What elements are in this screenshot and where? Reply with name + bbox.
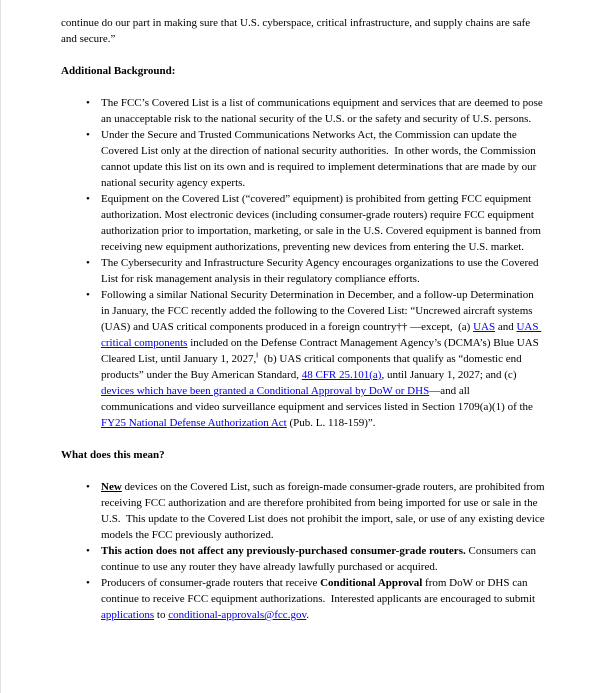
text-run: Equipment on the Covered List (“covered” equipment) is prohibited from getting FCC equipment authorization. Most electronic devices (including consumer-grade routers) require FCC equipment authorization prior to importation, marketing, or sale in the U.S. Covered equipment is banned from receiving new equipment authorizations, preventing new devices from entering the U.S. market. [101,193,544,253]
bullet-item [61,287,545,431]
bullet-item [61,191,545,255]
text-run: —and all communications and video surveillance equipment and services listed in Section 1709(a)(1) of the [101,385,536,413]
background-bullet-list [61,95,545,431]
what-does-this-mean-heading: What does this mean? [61,449,165,461]
additional-background-heading: Additional Background: [61,65,176,77]
bullet-item [61,479,548,543]
link-conditional-approvals-email[interactable]: conditional-approvals@fcc.gov [168,609,307,621]
bullet-item [61,255,545,287]
text-run: (b) UAS critical components that qualify as “domestic end products” under the Buy American Standard, [101,353,525,381]
text-run: New [101,481,122,493]
link-48-cfr-25-101a[interactable]: 48 CFR 25.101(a) [301,369,382,381]
link-fy25-ndaa[interactable]: FY25 National Defense Authorization Act [101,417,287,429]
link-conditional-approval-devices[interactable]: devices which have been granted a Conditional Approval by DoW or DHS [101,385,430,397]
text-run: Conditional Approval [320,577,423,589]
text-run: to [154,609,169,621]
text-run: and [495,321,517,333]
text-run: from DoW or DHS can continue to receive FCC equipment authorizations. Interested applicants are encouraged to submit [101,577,538,605]
text-run: The FCC’s Covered List is a list of communications equipment and services that are deemed to pose an unacceptable risk to the national security of the U.S. or the safety and security of U.S. persons. [101,97,546,125]
link-uas[interactable]: UAS [473,321,496,333]
link-uas-critical-components[interactable]: UAS critical components [101,321,542,349]
text-run: Producers of consumer-grade routers that receive [101,577,321,589]
text-run: (Pub. L. 118-159)”. [286,417,376,429]
footnote-marker: ‖ [256,350,259,360]
link-applications[interactable]: applications [101,609,155,621]
text-run: This action does not affect any previously-purchased consumer-grade routers. [101,545,466,557]
bullet-item [61,543,545,575]
bullet-item [61,95,545,127]
text-run: . [306,609,309,621]
text-run: The Cybersecurity and Infrastructure Security Agency encourages organizations to use the Covered List for risk management analysis in their regulatory compliance efforts. [101,257,542,285]
text-run: Following a similar National Security Determination in December, and a follow-up Determination in January, the FCC recently added the following to the Covered List: “Uncrewed aircraft systems (UAS) and UAS critical components produced in a foreign country†† —except, (a) [101,289,537,333]
intro-paragraph: continue do our part in making sure that U.S. cyberspace, critical infrastructure, and supply chains are safe and secure.” [61,17,533,45]
text-run: , until January 1, 2027; and (c) [381,369,520,381]
text-run: Under the Secure and Trusted Communications Networks Act, the Commission can update the Covered List only at the direction of national security authorities. In other words, the Commission cannot update this list on its own and is required to implement determinations that are made by our national security agency experts. [101,129,540,189]
text-run: devices on the Covered List, such as foreign-made consumer-grade routers, are prohibited from receiving FCC authorization and are therefore prohibited from being imported for use or sale in the U.S. This update to the Covered List does not prohibit the import, sale, or use of any existing device models the FCC previously authorized. [101,481,548,541]
meaning-bullet-list [61,479,548,623]
bullet-item [61,575,545,623]
text-run: Consumers can continue to use any router they have already lawfully purchased or acquired. [101,545,539,573]
text-run: included on the Defense Contract Management Agency’s (DCMA’s) Blue UAS Cleared List, until January 1, 2027, [101,337,542,365]
bullet-item [61,127,545,191]
